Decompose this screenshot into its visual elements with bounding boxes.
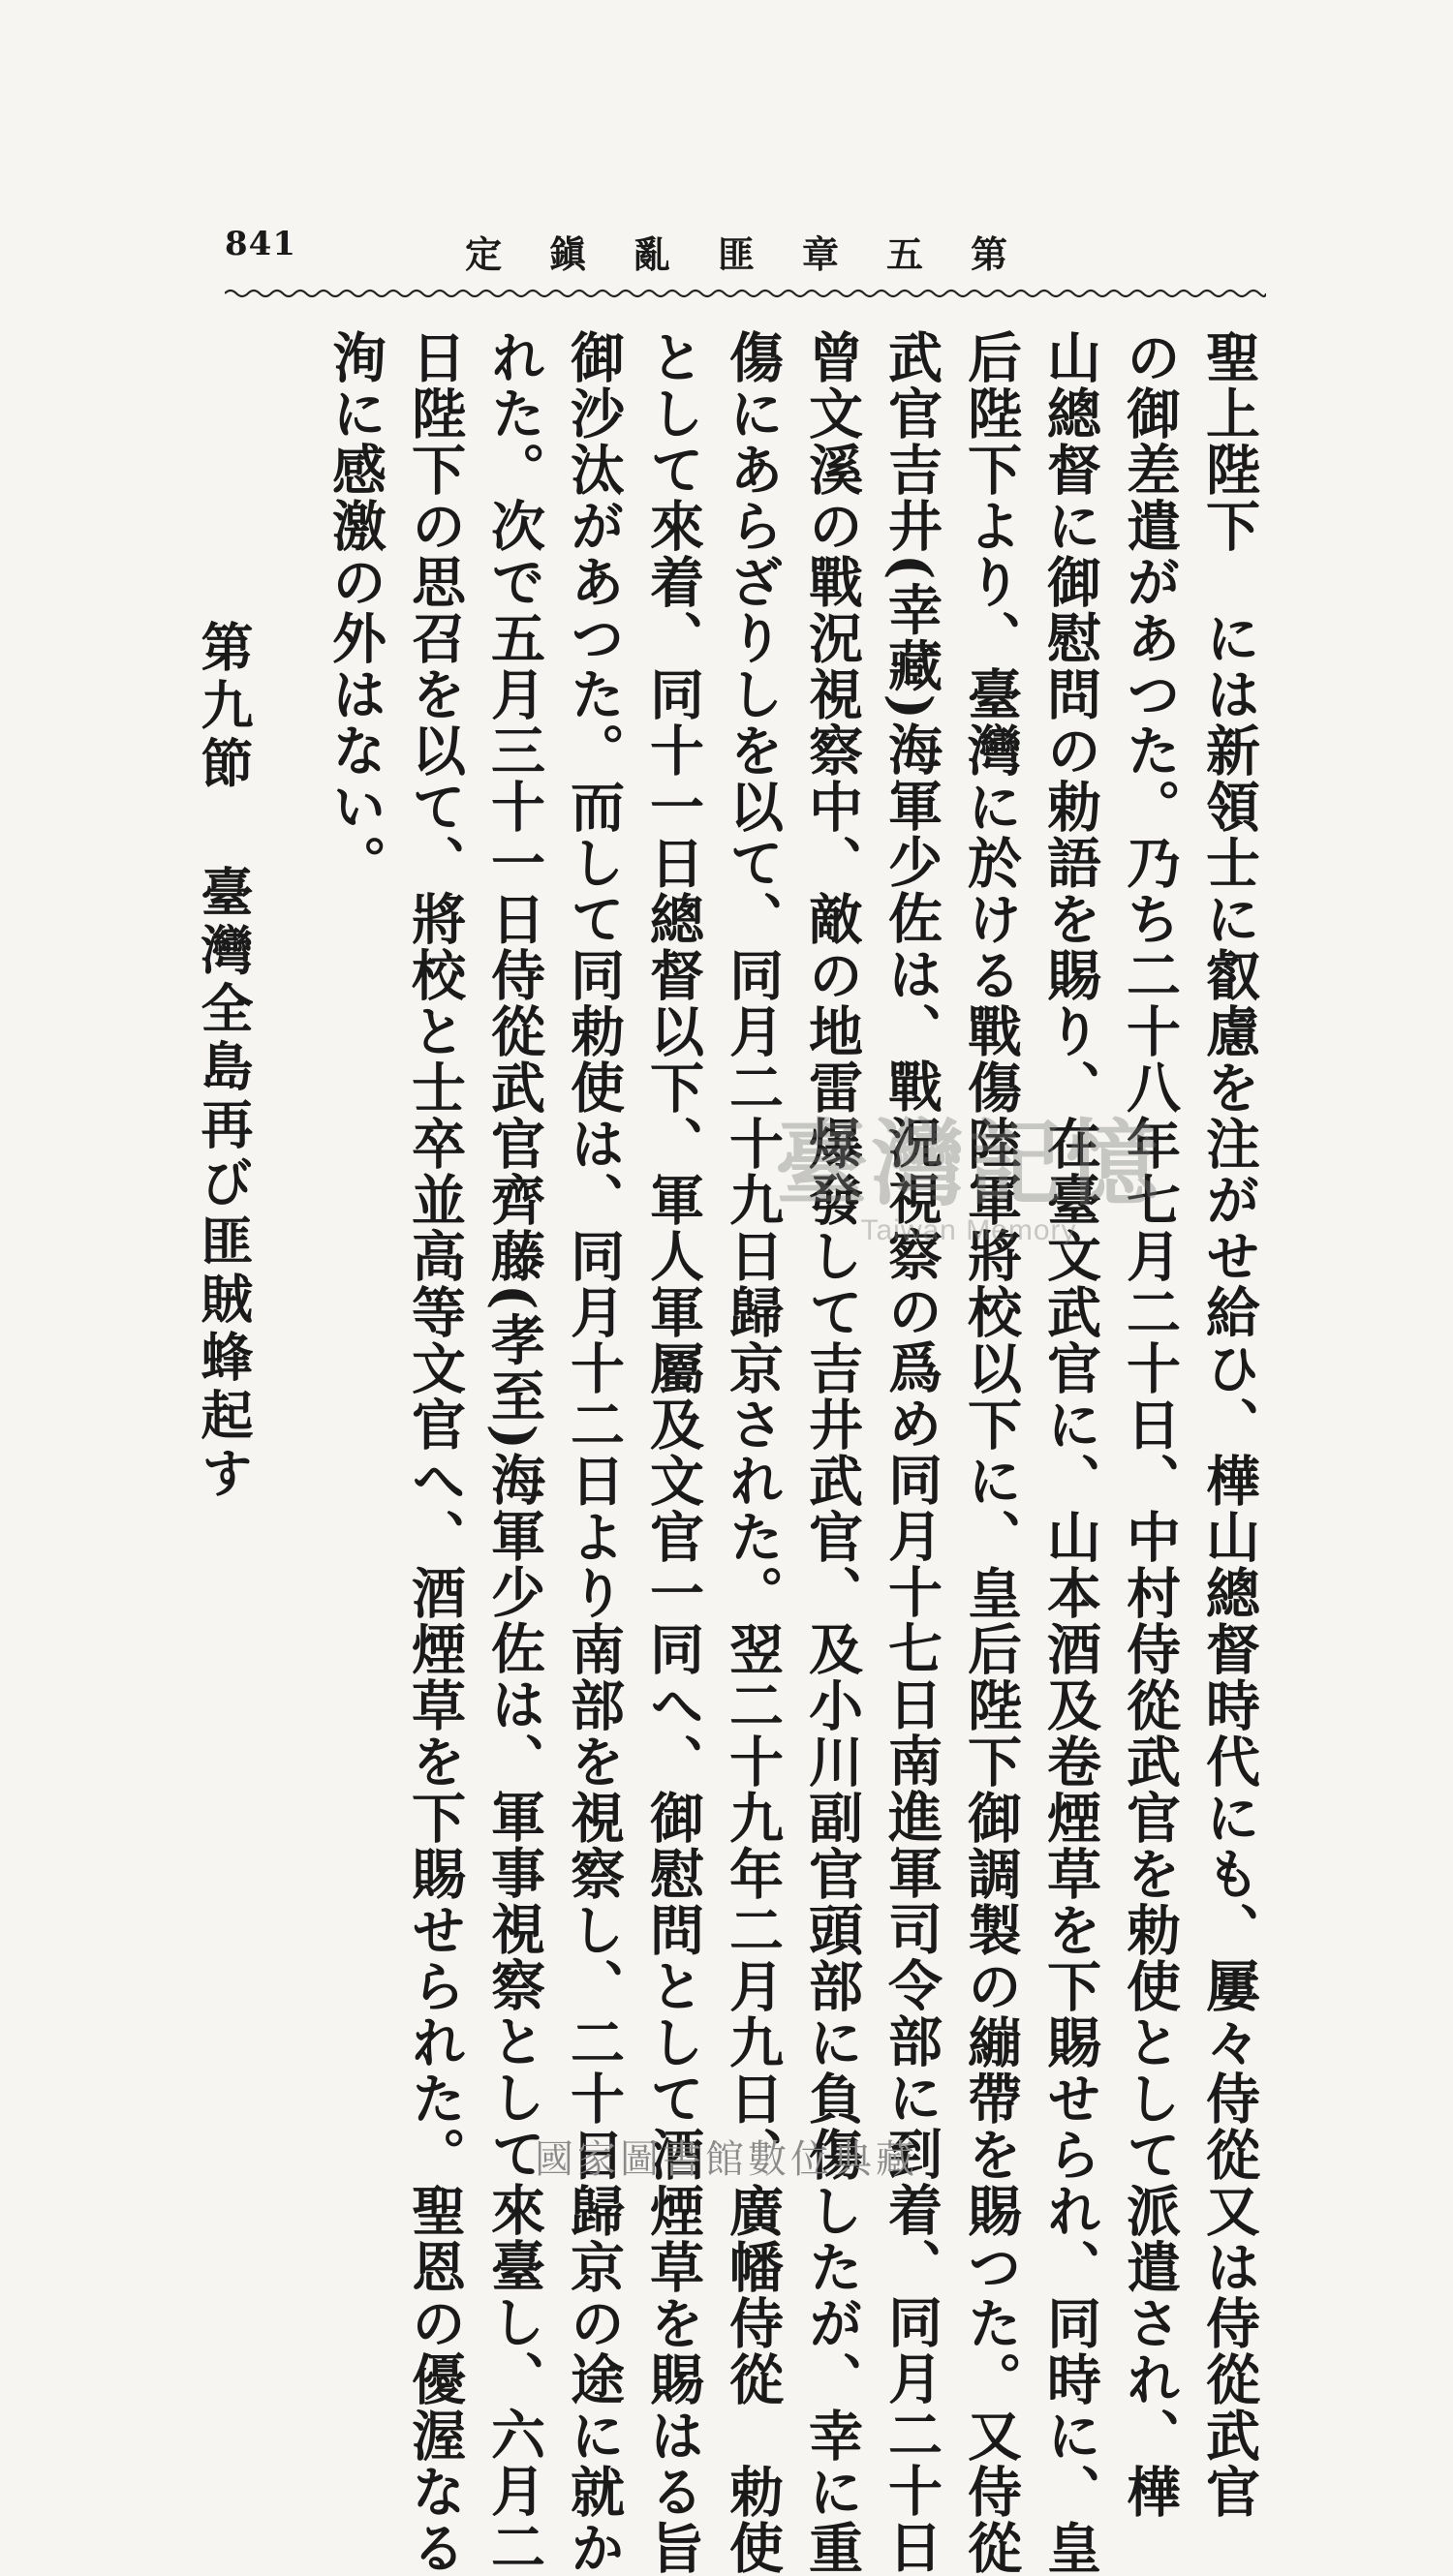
running-head-char: 第 bbox=[970, 232, 1007, 276]
section-number: 第九節 bbox=[193, 620, 255, 794]
text-column: の御差遣があつた。乃ち二十八年七月二十日、中村侍從武官を勅使として派遣され、樺 bbox=[1118, 329, 1182, 2520]
text-column: として來着、同十一日總督以下、軍人軍屬及文官一同へ、御慰問として酒煙草を賜はる旨 bbox=[641, 329, 705, 2576]
running-head-char: 定 bbox=[465, 232, 503, 276]
text-column: 聖上陛下 には新領士に叡慮を注がせ給ひ、樺山總督時代にも、屢々侍從又は侍從武官 bbox=[1197, 329, 1261, 2520]
text-column: 山總督に御慰問の勅語を賜り、在臺文武官に、山本酒及卷煙草を下賜せられ、同時に、皇 bbox=[1038, 329, 1102, 2576]
text-column: 洵に感激の外はない。 bbox=[324, 329, 387, 891]
watermark-chinese: 臺灣記憶 bbox=[775, 1109, 1162, 1218]
running-head-char: 章 bbox=[802, 232, 840, 276]
text-column: 后陛下より、臺灣に於ける戰傷陸軍將校以下に、皇后陛下御調製の繃帶を賜つた。又侍從 bbox=[959, 329, 1023, 2576]
section-title: 臺灣全島再び匪賊蜂起す bbox=[193, 864, 255, 1504]
section-heading bbox=[190, 620, 258, 1504]
running-head-char: 匪 bbox=[718, 232, 756, 276]
text-column: 傷にあらざりしを以て、同月二十九日歸京された。翌二十九年二月九日、廣幡侍從 勅使 bbox=[721, 329, 785, 2576]
watermark-english: Taiwan Memory bbox=[860, 1214, 1077, 1246]
running-head-char: 五 bbox=[886, 232, 924, 276]
text-column: れた。次で五月三十一日侍從武官齊藤(孝至)海軍少佐は、軍事視察として來臺し、六月二 bbox=[482, 329, 546, 2575]
text-column: 曾文溪の戰況視察中、敵の地雷爆發して吉井武官、及小川副官頭部に負傷したが、幸に重 bbox=[800, 329, 864, 2576]
page-number: 841 bbox=[225, 225, 296, 263]
footer-credit: 國家圖書館數位典藏 bbox=[535, 2137, 918, 2182]
text-column: 御沙汰があつた。而して同勅使は、同月十二日より南部を視察し、二十日歸京の途に就か bbox=[562, 329, 626, 2576]
running-head bbox=[465, 225, 1007, 278]
running-head-char: 鎭 bbox=[549, 232, 587, 276]
text-column: 武官吉井(幸藏)海軍少佐は、戰況視察の爲め同月十七日南進軍司令部に到着、同月二十日 bbox=[880, 329, 943, 2575]
running-head-char: 亂 bbox=[634, 232, 671, 276]
text-column: 日陛下の思召を以て、將校と士卒並高等文官へ、酒煙草を下賜せられた。聖恩の優渥なる bbox=[403, 329, 467, 2576]
header-wavy-rule bbox=[225, 287, 1266, 300]
